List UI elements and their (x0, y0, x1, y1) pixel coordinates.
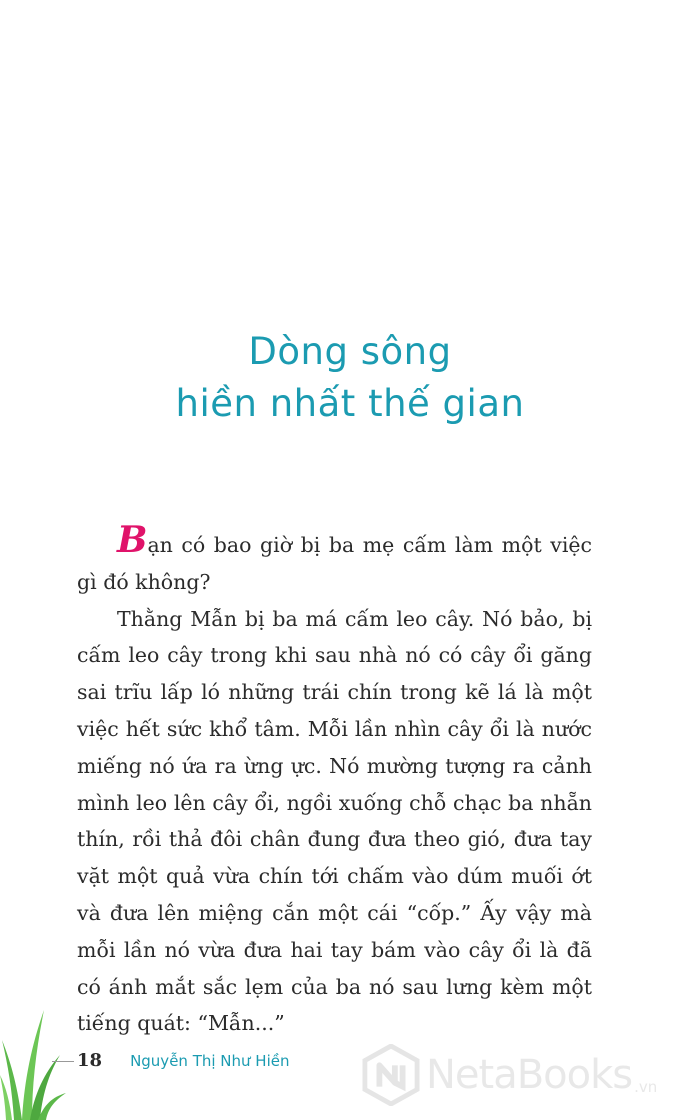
paragraph-2: Thằng Mẫn bị ba má cấm leo cây. Nó bảo, bị cấm leo cây trong khi sau nhà nó có cây ổi găng sai trĩu lấp ló những trái chín trong kẽ lá là một việc hết sức khổ tâm. Mỗi lần nhìn cây ổi là nước miếng nó ứa ra ừng ực. Nó mường tượng ra cảnh mình leo lên cây ổi, ngồi xuống chỗ chạc ba nhẵn thín, rồi thả đôi chân đung đưa theo gió, đưa tay vặt một quả vừa chín tới chấm vào dúm muối ớt và đưa lên miệng cắn một cái “cốp.” Ấy vậy mà mỗi lần nó vừa đưa hai tay bám vào cây ổi là đã có ánh mắt sắc lẹm của ba nó sau lưng kèm một tiếng quát: “Mẫn...” (77, 606, 592, 1036)
watermark-brand: NetaBooks (426, 1052, 633, 1098)
paragraph-1 (77, 519, 592, 601)
author-name: Nguyễn Thị Như Hiền (130, 1052, 290, 1070)
watermark (362, 1040, 692, 1110)
body-text (77, 519, 592, 1042)
page-footer (77, 1050, 289, 1071)
chapter-title-line-2: hiền nhất thế gian (175, 382, 525, 425)
paragraph-1-text: ạn có bao giờ bị ba mẹ cấm làm một việc gì đó không? (77, 533, 592, 594)
chapter-title (0, 326, 700, 430)
footer-rule (52, 1061, 74, 1062)
page-number: 18 (77, 1050, 103, 1071)
chapter-title-line-1: Dòng sông (248, 330, 452, 373)
grass-illustration (0, 1005, 75, 1120)
watermark-suffix: .vn (634, 1078, 658, 1096)
drop-cap: B (117, 519, 148, 561)
netabooks-logo-icon (362, 1044, 420, 1106)
